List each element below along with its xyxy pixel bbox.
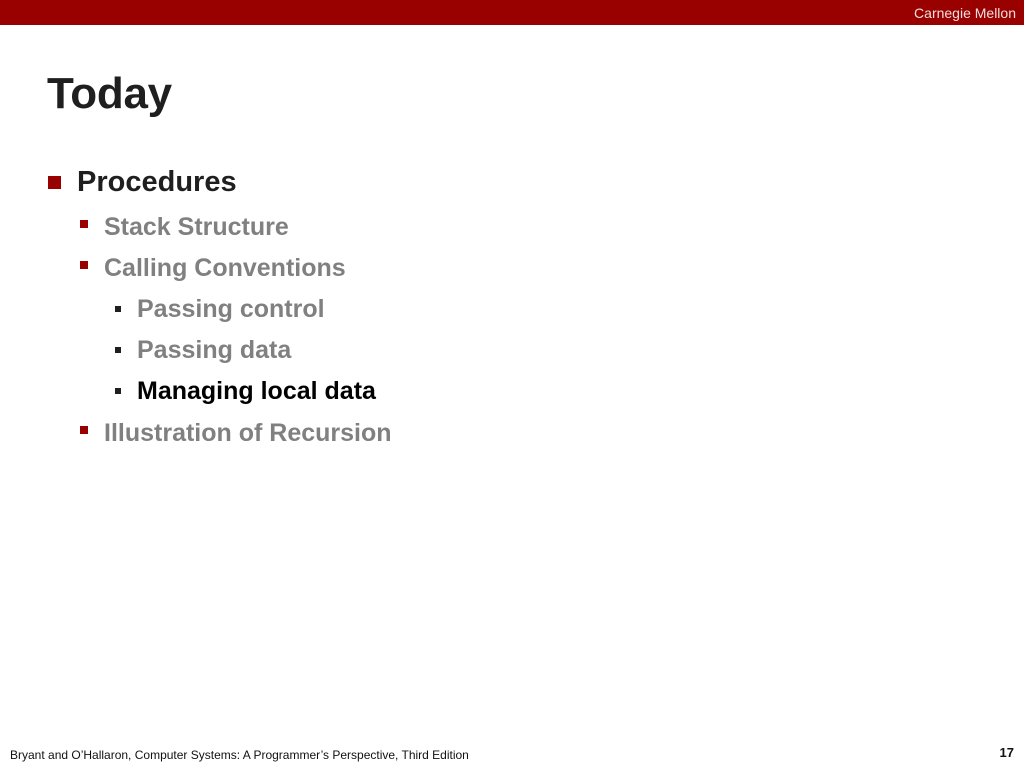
- square-bullet-icon: [80, 426, 88, 434]
- square-bullet-icon: [115, 306, 121, 312]
- page-title: Today: [47, 69, 172, 118]
- header-bar: [0, 0, 1024, 25]
- list-item-label: Passing control: [137, 295, 325, 323]
- list-item-passing-data: [115, 334, 291, 366]
- square-bullet-icon: [115, 388, 121, 394]
- list-item-label: Illustration of Recursion: [104, 419, 392, 447]
- list-item-label: Calling Conventions: [104, 254, 346, 282]
- square-bullet-icon: [115, 347, 121, 353]
- list-item-label: Stack Structure: [104, 213, 289, 241]
- list-item-procedures: [48, 164, 237, 200]
- square-bullet-icon: [48, 176, 61, 189]
- square-bullet-icon: [80, 261, 88, 269]
- page-number: 17: [999, 745, 1014, 760]
- footer-citation: Bryant and O’Hallaron, Computer Systems: A Programmer’s Perspective, Third Edition: [10, 748, 469, 762]
- brand-label: Carnegie Mellon: [914, 5, 1016, 21]
- list-item-passing-control: [115, 293, 325, 325]
- list-item-stack-structure: [80, 211, 289, 243]
- list-item-label: Passing data: [137, 336, 292, 364]
- list-item-managing-local-data: [115, 375, 376, 407]
- list-item-label-active: Managing local data: [137, 377, 376, 405]
- square-bullet-icon: [80, 220, 88, 228]
- list-item-illustration-of-recursion: [80, 417, 392, 449]
- list-item-calling-conventions: [80, 252, 346, 284]
- list-item-label: Procedures: [77, 166, 237, 198]
